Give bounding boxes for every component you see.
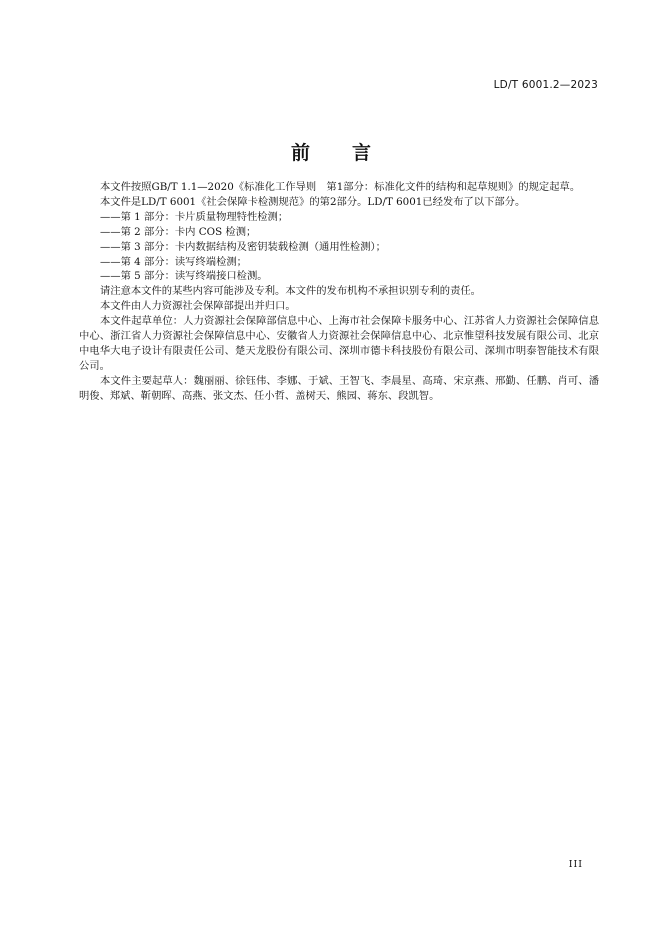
- list-item-part-2: ——第 2 部分：卡内 COS 检测；: [100, 225, 257, 238]
- paragraph-proposer: 本文件由人力资源社会保障部提出并归口。: [100, 300, 296, 313]
- paragraph-series-info: 本文件是LD/T 6001《社会保障卡检测规范》的第2部分。LD/T 6001已经发布了以下部分。: [100, 195, 526, 208]
- title-char-1: 前: [290, 142, 310, 164]
- paragraph-drafters: 本文件主要起草人：魏丽丽、徐钰伟、李娜、于斌、王智飞、李晨星、高琦、宋京燕、邢勤、任鹏、肖可、潘明俊、郑斌、靳朝晖、高燕、张文杰、任小哲、盖树天、熊园、蒋东、段凯智。: [79, 374, 599, 402]
- standard-code: LD/T 6001.2—2023: [493, 79, 598, 91]
- list-item-part-4: ——第 4 部分：读写终端检测；: [100, 255, 247, 268]
- list-item-part-1: ——第 1 部分：卡片质量物理特性检测；: [100, 210, 289, 223]
- paragraph-patent-notice: 请注意本文件的某些内容可能涉及专利。本文件的发布机构不承担识别专利的责任。: [100, 285, 481, 298]
- title-char-2: 言: [352, 142, 372, 164]
- list-item-part-5: ——第 5 部分：读写终端接口检测。: [100, 270, 268, 283]
- paragraph-drafting-units: 本文件起草单位：人力资源社会保障部信息中心、上海市社会保障卡服务中心、江苏省人力资源社会保障信息中心、浙江省人力资源社会保障信息中心、安徽省人力资源社会保障信息中心、北京惟望科技发展有限公司、北京中电华大电子设计有限责任公司、楚天龙股份有限公司、深圳市德卡科技股份有限公司、深圳市明泰智能技术有限公司。: [79, 315, 599, 372]
- list-item-part-3: ——第 3 部分：卡内数据结构及密钥装载检测（通用性检测）；: [100, 240, 386, 253]
- paragraph-drafting-basis: 本文件按照GB/T 1.1—2020《标准化工作导则 第1部分：标准化文件的结构和起草规则》的规定起草。: [100, 181, 581, 193]
- foreword-body: [79, 180, 599, 404]
- page-title: [0, 138, 662, 165]
- page-number: III: [568, 859, 583, 870]
